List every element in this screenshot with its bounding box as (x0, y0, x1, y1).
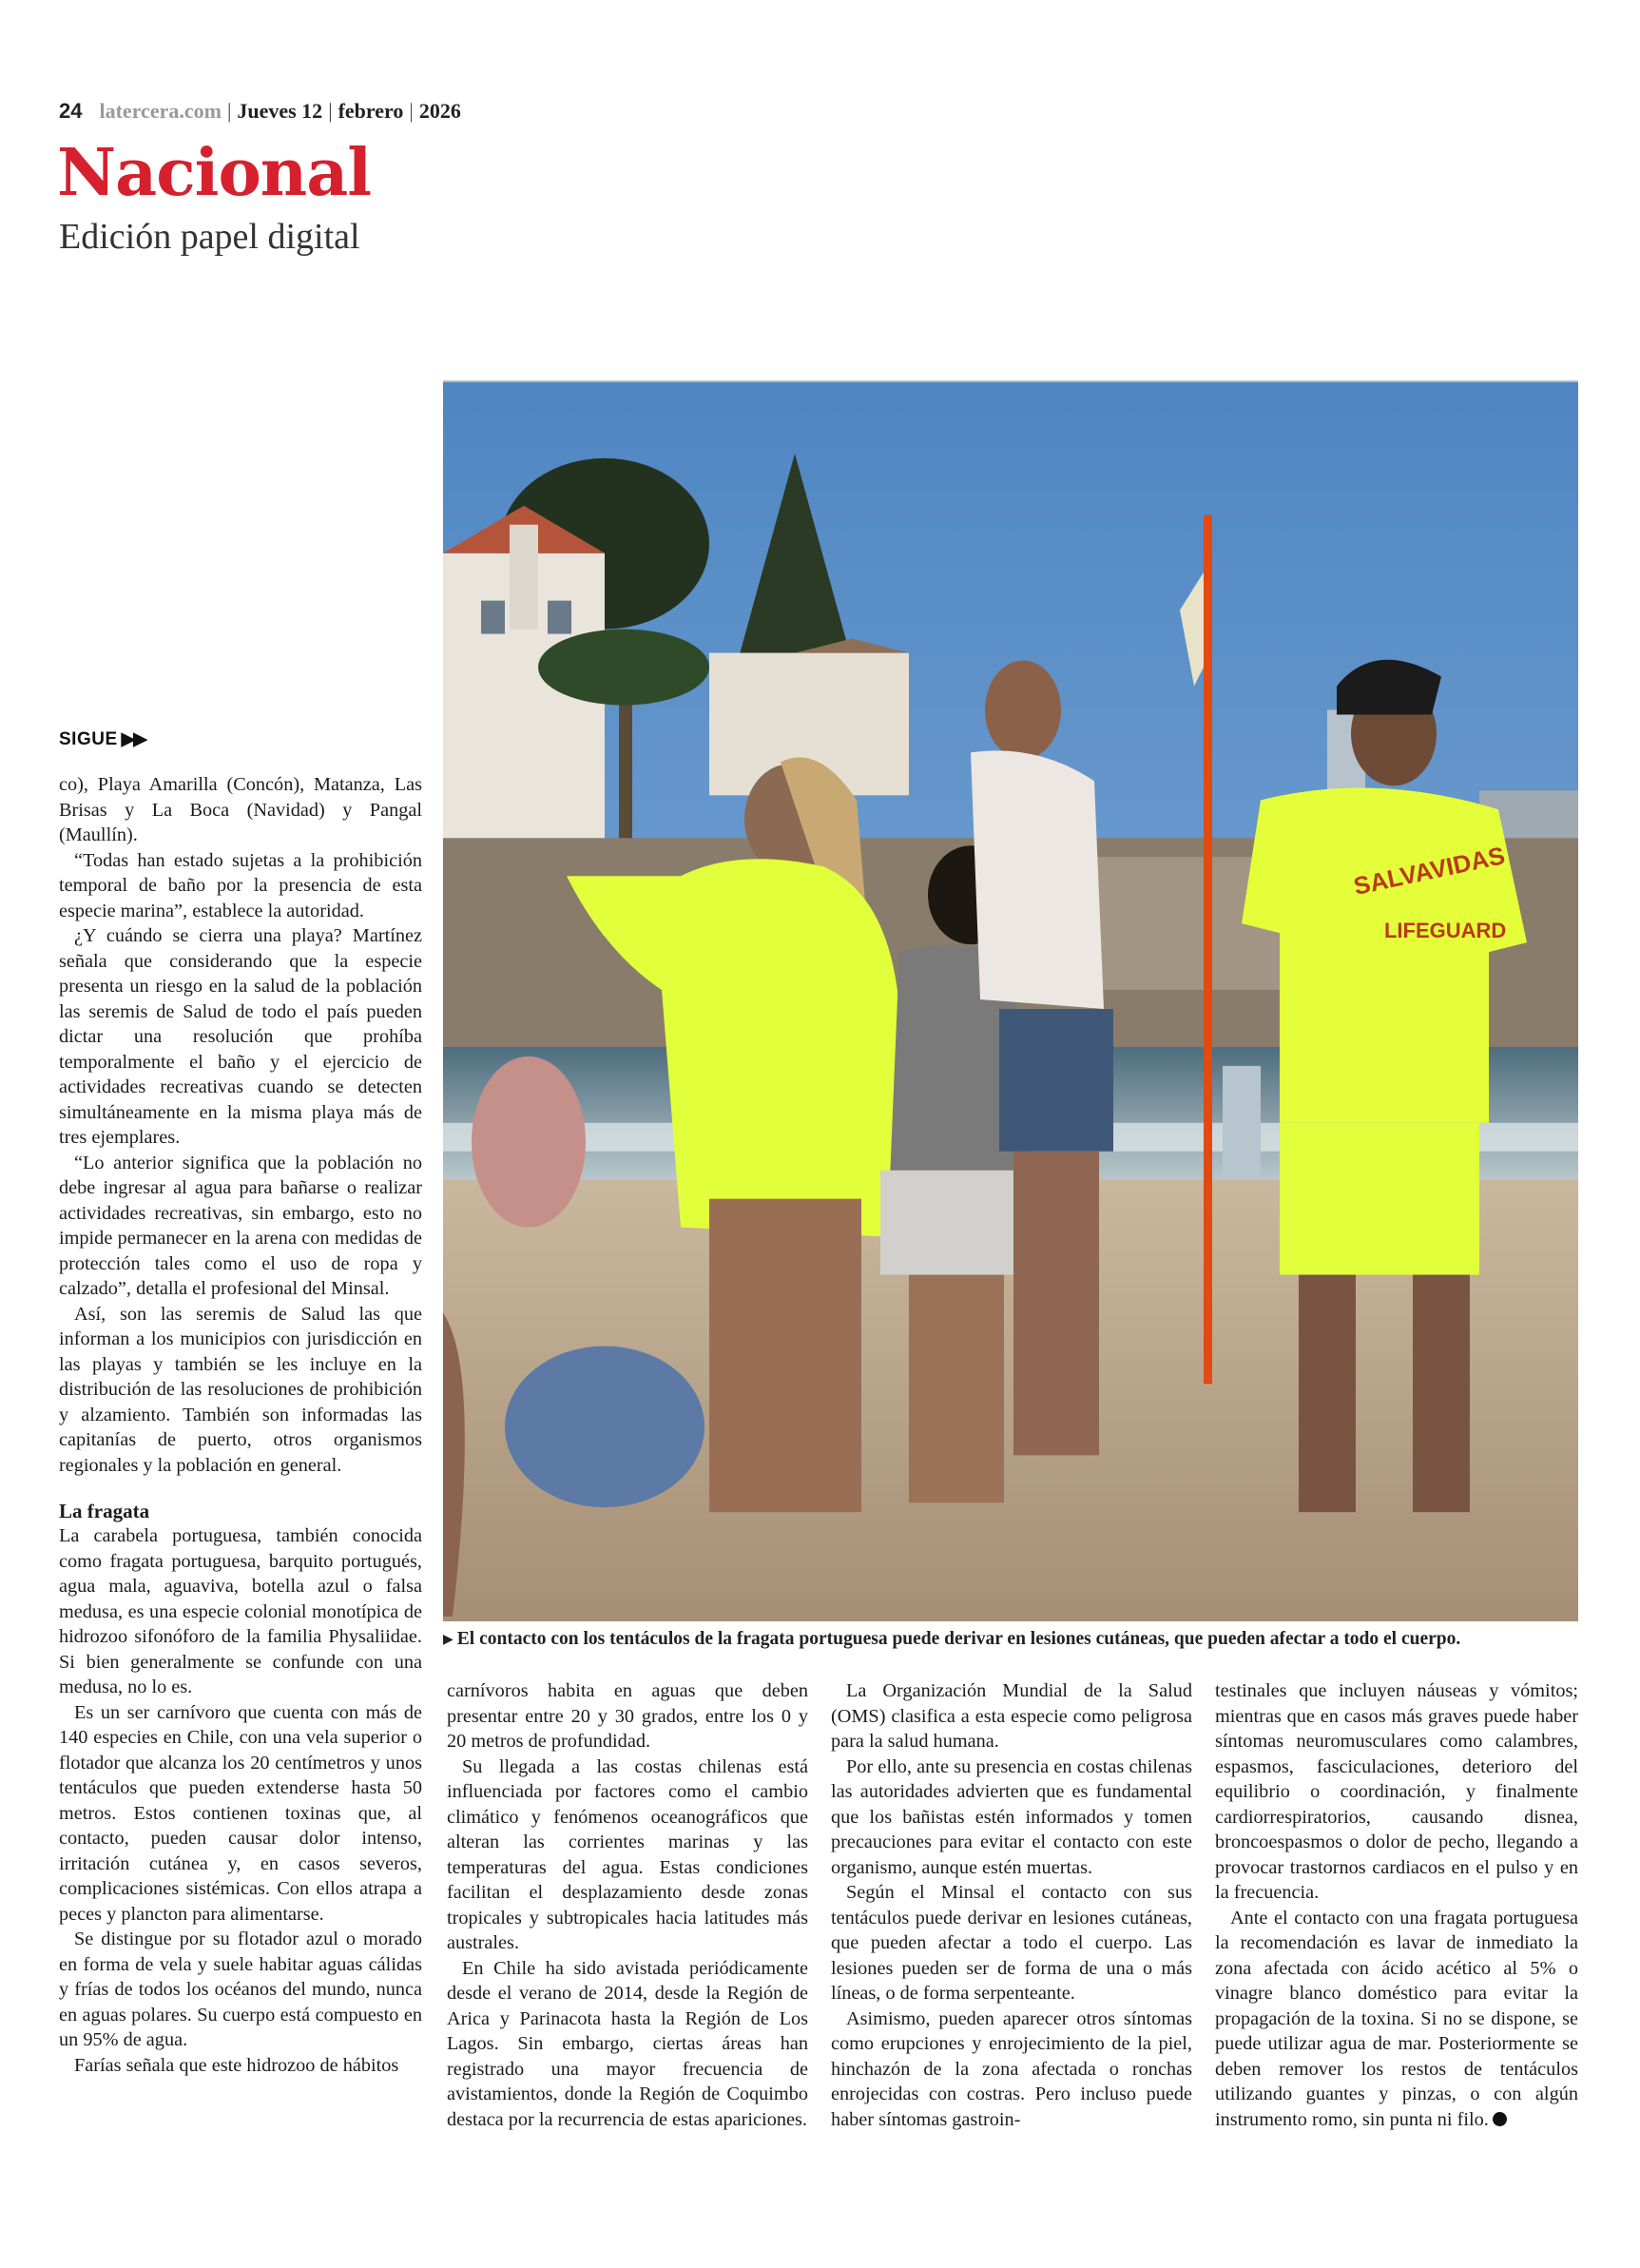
section-title: Nacional (57, 135, 372, 211)
paragraph: En Chile ha sido avistada periódicamente desde el verano de 2014, desde la Región de Arica y Parinacota hasta la Región de Los Lagos. Sin embargo, ciertas áreas han registrado una mayor frecuencia de avistamientos, donde la Región de Coquimbo destaca por la recurrencia de estas apariciones. (447, 1957, 808, 2130)
paragraph: testinales que incluyen náuseas y vómitos; mientras que en casos más graves puede haber síntomas neuromusculares como calambres, espasmos, fasciculaciones, deterioro del equilibrio o coordinación, y finalmente cardiorrespiratorios, causando disnea, broncoespasmos o dolor de pecho, llegando a provocar trastornos cardiacos en el pulso y en la frecuencia. (1215, 1680, 1578, 1903)
continued-label (59, 728, 145, 750)
paragraph: Su llegada a las costas chilenas está influenciada por factores como el cambio climático y fenómenos oceanográficos que alteran las corrientes marinas y las temperaturas del agua. Estas condiciones facilitan el desplazamiento desde zonas tropicales y subtropicales hacia latitudes más australes. (447, 1755, 808, 1953)
paragraph (1215, 1906, 1578, 2133)
double-arrow-icon: ▶▶ (121, 729, 145, 749)
sigue-label: SIGUE (59, 729, 118, 749)
paragraph: La Organización Mundial de la Salud (OMS) clasifica a esta especie como peligrosa para la salud humana. (831, 1680, 1192, 1752)
paragraph: Asimismo, pueden aparecer otros síntomas como erupciones y enrojecimiento de la piel, hinchazón de la zona afectada o ronchas enrojecidas con costras. Pero incluso puede haber síntomas gastroin- (831, 2007, 1192, 2130)
paragraph: “Lo anterior significa que la población no debe ingresar al agua para bañarse o realizar actividades recreativas, sin embargo, esto no impide permanecer en la arena con medidas de protección tales como el uso de ropa y calzado”, detalla el profesional del Minsal. (59, 1152, 422, 1299)
caption-triangle-icon: ▶ (443, 1632, 453, 1647)
photo-caption (443, 1628, 1578, 1651)
subheading: La fragata (59, 1500, 150, 1522)
paragraph: Así, son las seremis de Salud las que informan a los municipios con jurisdicción en las playas y también se les incluye en la distribución de las resoluciones de prohibición y alzamiento. También son informadas las capitanías de puerto, otros organismos regionales y la población en general. (59, 1303, 422, 1476)
paragraph: Farías señala que este hidrozoo de hábitos (74, 2054, 399, 2076)
article-column-3 (831, 1678, 1192, 2132)
article-column-1 (59, 772, 422, 2078)
header-day: Jueves 12 (237, 99, 323, 123)
paragraph: co), Playa Amarilla (Concón), Matanza, Las Brisas y La Boca (Navidad) y Pangal (Maullín). (59, 774, 422, 845)
vest-text-lifeguard: LIFEGUARD (1384, 919, 1507, 943)
vest-text-salvavidas: SALVAVIDAS (1351, 841, 1508, 901)
paragraph: ¿Y cuándo se cierra una playa? Martínez señala que considerando que la especie presenta un riesgo en la salud de la población las seremis de Salud de todo el país pueden dictar una resolución que prohíba temporalmente el baño y el ejercicio de actividades recreativas cuando se detecten simultáneamente en la misma playa más de tres ejemplares. (59, 925, 422, 1148)
header-month: febrero (338, 99, 404, 123)
section-subtitle: Edición papel digital (59, 217, 360, 257)
paragraph: “Todas han estado sujetas a la prohibición temporal de baño por la presencia de esta especie marina”, establece la autoridad. (59, 849, 422, 921)
header-year: 2026 (418, 99, 461, 123)
article-column-2 (447, 1678, 808, 2132)
paragraph: Es un ser carnívoro que cuenta con más de 140 especies en Chile, con una vela superior o flotador que alcanza los 20 centímetros y unos tentáculos que pueden extenderse hasta 50 metros. Estos contienen toxinas que, al contacto, pueden causar dolor intenso, irritación cutánea y, en casos severos, complicaciones sistémicas. Con ellos atrapa a peces y plancton para alimentarse. (59, 1701, 422, 1925)
final-paragraph-text: Ante el contacto con una fragata portuguesa la recomendación es lavar de inmediato la zona afectada con ácido acético al 5% o vinagre blanco doméstico para evitar la propagación de la toxina. Si no se dispone, se puede utilizar agua de mar. Posteriormente se deben remover los restos de tentáculos utilizando guantes y pinzas, o con algún instrumento romo, sin punta ni filo. (1215, 1907, 1578, 2130)
beach-photo (443, 380, 1578, 1621)
article-column-4 (1215, 1678, 1578, 2132)
end-mark-icon (1493, 2112, 1507, 2126)
paragraph: Por ello, ante su presencia en costas chilenas las autoridades advierten que es fundamental que los bañistas estén informados y tomen precauciones para evitar el contacto con este organismo, aunque estén muertas. (831, 1755, 1192, 1878)
page-header: 24 latercera.com | Jueves 12 | febrero | 2026 (59, 99, 461, 123)
paragraph: carnívoros habita en aguas que deben presentar entre 20 y 30 grados, entre los 0 y 20 metros de profundidad. (447, 1680, 808, 1752)
caption-text: El contacto con los tentáculos de la fragata portuguesa puede derivar en lesiones cutáneas, que pueden afectar a todo el cuerpo. (456, 1629, 1461, 1649)
paragraph: La carabela portuguesa, también conocida como fragata portuguesa, barquito portugués, agua mala, aguaviva, botella azul o falsa medusa, es una especie colonial monotípica de hidrozoo sifonóforo de la familia Physaliidae. Si bien generalmente se confunde con una medusa, no lo es. (59, 1525, 422, 1697)
paragraph: Según el Minsal el contacto con sus tentáculos puede derivar en lesiones cutáneas, que pueden afectar a todo el cuerpo. Las lesiones pueden ser de forma de una o más líneas, o de forma serpenteante. (831, 1882, 1192, 2004)
page-number: 24 (59, 99, 83, 123)
site-name[interactable]: latercera.com (99, 99, 222, 123)
photo-illustration (443, 382, 1578, 1621)
paragraph: Se distingue por su flotador azul o morado en forma de vela y suele habitar aguas cálidas y frías de todos los océanos del mundo, nunca en aguas polares. Su cuerpo está compuesto en un 95% de agua. (59, 1929, 422, 2050)
